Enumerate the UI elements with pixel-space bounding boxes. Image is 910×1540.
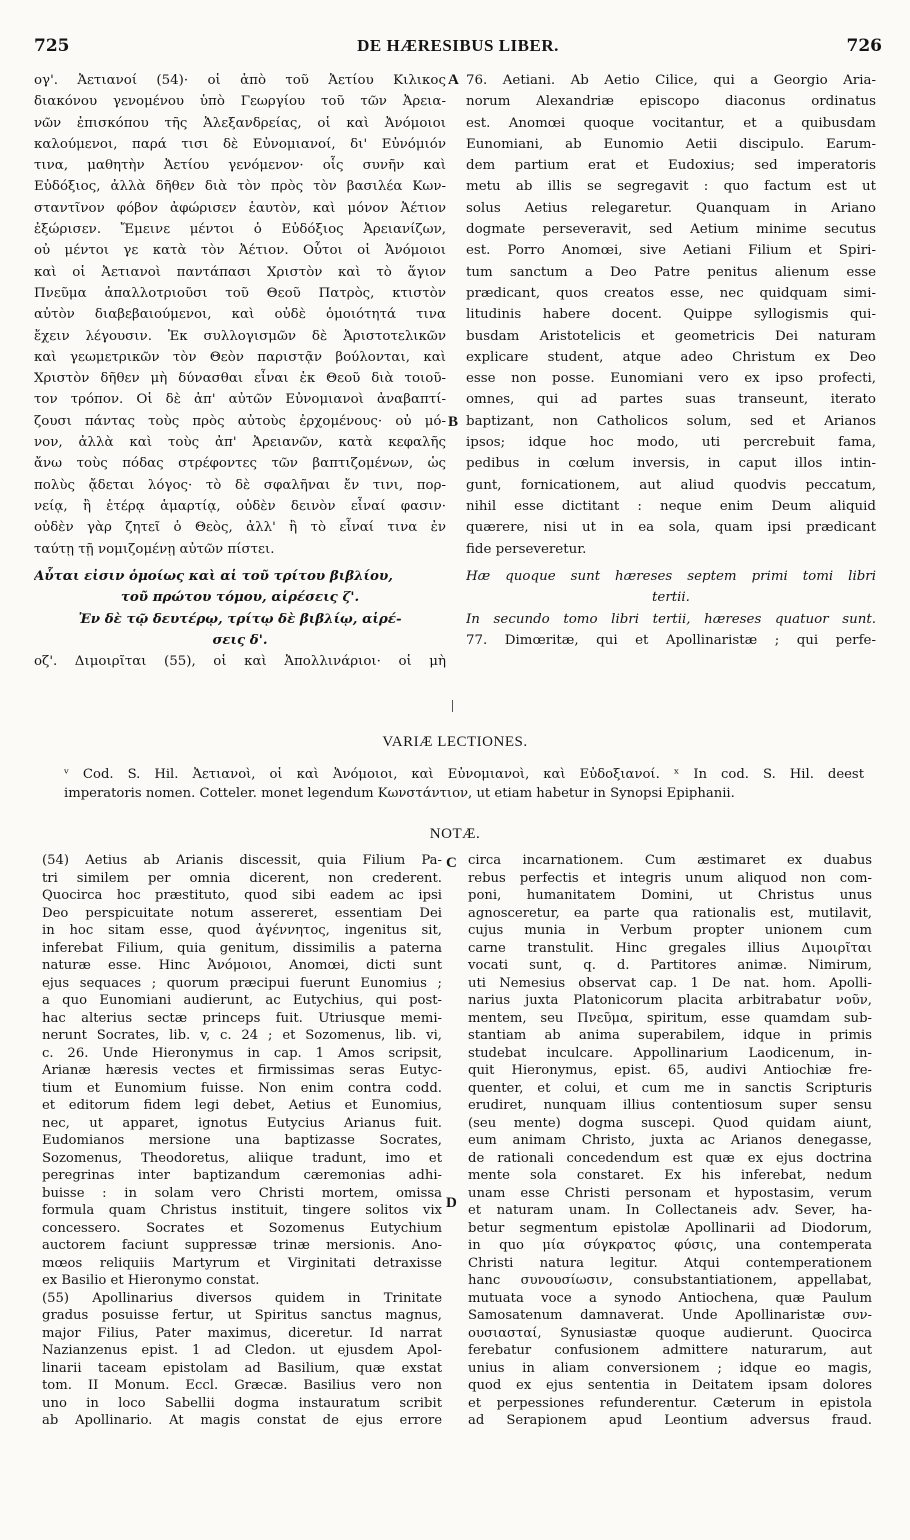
latin-text-line: ipsos; idque hoc modo, uti percrebuit fama, bbox=[466, 435, 876, 451]
note-line: nec, ut apparet, ignotus Eutycius Arianus fuit. bbox=[42, 1115, 442, 1131]
latin-text-line: pedibus in cœlum inversis, in caput illos intin- bbox=[466, 456, 876, 472]
margin-letter-b: B bbox=[448, 414, 459, 430]
greek-text-line: καὶ οἱ Ἀετιανοὶ παντάπασι Χριστὸν καὶ τὸ ἅγιον bbox=[34, 264, 446, 280]
greek-text-line: ζουσι πάντας τοὺς πρὸς αὐτοὺς ἐρχομένους· οὐ μό- bbox=[34, 413, 446, 429]
note-line: Samosatenum damnaverat. Unde Apollinaristæ συν- bbox=[468, 1308, 872, 1323]
latin-text-tail bbox=[466, 566, 876, 651]
greek-text-line: οὐδὲν γὰρ ζητεῖ ὁ Θεὸς, ἀλλ' ἢ τὸ εἶναί τινα ἐν bbox=[34, 520, 446, 536]
note-line: in quo μία σύγκρατος φύσις, una contemperata bbox=[468, 1238, 872, 1253]
latin-text-line: 77. Dimœritæ, qui et Apollinaristæ ; qui perfe- bbox=[466, 632, 876, 648]
note-line: hac alterius sectæ princeps fuit. Utriusque memi- bbox=[42, 1010, 442, 1026]
greek-text-line: νῶν ἐπισκόπου τῆς Ἀλεξανδρείας, οἱ καὶ Ἀνόμοιοι bbox=[34, 115, 446, 131]
margin-letter-c: C bbox=[446, 855, 457, 871]
greek-text-line: Πνεῦμα ἀπαλλοτριοῦσι τοῦ Θεοῦ Πατρὸς, κτιστὸν bbox=[34, 285, 446, 301]
page-number-right: 726 bbox=[846, 36, 882, 56]
note-line: mœos reliquiis Martyrum et Virginitati detraxisse bbox=[42, 1255, 442, 1271]
note-line: quit Hieronymus, epist. 65, audivi Antiochiæ fre- bbox=[468, 1063, 872, 1078]
note-line: hanc συνουσίωσιν, consubstantiationem, appellabat, bbox=[468, 1273, 872, 1288]
note-line: in hoc sitam esse, quod ἀγέννητος, ingenitus sit, bbox=[42, 923, 442, 938]
latin-text-line: prædicant, quos creatos esse, nec quidquam simi- bbox=[466, 285, 876, 301]
latin-text-line: omnes, qui ad partes suas transeunt, iterato bbox=[466, 392, 876, 408]
greek-text-line: οὐ μέντοι γε κατὰ τὸν Ἀέτιον. Οὗτοι οἱ Ἀνόμοιοι bbox=[34, 243, 446, 259]
latin-text-line: Eunomiani, ab Eunomio Aetii discipulo. Earum- bbox=[466, 136, 876, 152]
notes-left-column bbox=[42, 852, 442, 1430]
latin-text-line: busdam Aristotelicis et geometricis Dei naturam bbox=[466, 328, 876, 344]
latin-text-line: quærere, nisi ut in ea sola, quam ipsi prædicant bbox=[466, 520, 876, 536]
greek-text-line: ἔχειν λέγουσιν. Ἐκ συλλογισμῶν δὲ Ἀριστοτελικῶν bbox=[34, 328, 446, 344]
running-header bbox=[34, 36, 882, 60]
note-line: unius in aliam conversionem ; idque eo magis, bbox=[468, 1360, 872, 1376]
latin-text-line: norum Alexandriæ episcopo diaconus ordinatus bbox=[466, 94, 876, 110]
note-line: Deo perspicuitate notum assereret, essentiam Dei bbox=[42, 905, 442, 921]
latin-text-line: In secundo tomo libri tertii, hæreses quatuor sunt. bbox=[466, 611, 876, 627]
latin-text-line: tum sanctum a Deo Patre penitus alienum esse bbox=[466, 264, 876, 280]
note-line: concessero. Socrates et Sozomenus Eutychium bbox=[42, 1220, 442, 1236]
note-line: (seu mente) dogma suscepi. Quod quidam aiunt, bbox=[468, 1115, 872, 1131]
note-line: Nazianzenus epist. 1 ad Cledon. ut ejusdem Apol- bbox=[42, 1343, 442, 1358]
note-line: ferebatur confusionem admittere naturarum, aut bbox=[468, 1343, 872, 1358]
note-line: a quo Eunomiani audierunt, ac Eutychius, qui post- bbox=[42, 993, 442, 1008]
greek-text-line: ογ'. Ἀετιανοί (54)· οἱ ἀπὸ τοῦ Ἀετίου Κιλικος bbox=[34, 73, 446, 88]
page-title: DE HÆRESIBUS LIBER. bbox=[357, 36, 559, 55]
note-line: linarii taceam epistolam ad Basilium, quæ exstat bbox=[42, 1360, 442, 1376]
note-line: circa incarnationem. Cum æstimaret ex duabus bbox=[468, 853, 872, 868]
note-line: (54) Aetius ab Arianis discessit, quia Filium Pa- bbox=[42, 853, 442, 868]
greek-text-line: Αὗται εἰσιν ὁμοίως καὶ αἱ τοῦ τρίτου βιβλίου, bbox=[34, 568, 393, 584]
latin-text-line: tertii. bbox=[652, 590, 690, 606]
note-line: quod ex ejus sententia in Deitatem ipsam dolores bbox=[468, 1378, 872, 1393]
note-line: mentem, seu Πνεῦμα, spiritum, esse quamdam sub- bbox=[468, 1010, 872, 1026]
note-line: ab Apollinario. At magis constat de ejus errore bbox=[42, 1413, 442, 1428]
greek-text-tail bbox=[34, 566, 446, 672]
greek-text-line: οζ'. Διμοιρῖται (55), οἱ καὶ Ἀπολλινάριοι· οἱ μὴ bbox=[34, 654, 446, 670]
note-line: gradus posuisse fertur, ut Spiritus sanctus magnus, bbox=[42, 1308, 442, 1323]
variae-line: imperatoris nomen. Cotteler. monet legendum Κωνστάντιον, ut etiam habetur in Synopsi Epiphanii. bbox=[64, 786, 735, 801]
greek-text-line: ἄνω τοὺς πόδας στρέφοντες τῶν βαπτιζομένων, ὡς bbox=[34, 456, 446, 472]
notes-right-column bbox=[468, 852, 872, 1430]
note-line: cujus munia in Verbum propter unionem cum bbox=[468, 923, 872, 938]
note-line: major Filius, Pater maximus, diceretur. Id narrat bbox=[42, 1325, 442, 1341]
note-line: poni, humanitatem Domini, ut Christus unus bbox=[468, 888, 872, 903]
greek-text-line: ταύτῃ τῇ νομιζομένῃ αὐτῶν πίστει. bbox=[34, 541, 275, 557]
latin-text-line: 76. Aetiani. Ab Aetio Cilice, qui a Georgio Aria- bbox=[466, 73, 876, 88]
latin-text-column bbox=[466, 70, 876, 560]
note-line: Sozomenus, Theodoretus, aliique tradunt, imo et bbox=[42, 1150, 442, 1166]
note-line: nerunt Socrates, lib. v, c. 24 ; et Sozomenus, lib. vi, bbox=[42, 1028, 442, 1043]
note-line: ουσιασταί, Synusiastæ quoque audierunt. Quocirca bbox=[468, 1325, 872, 1341]
variae-lectiones-text bbox=[64, 765, 864, 803]
note-line: c. 26. Unde Hieronymus in cap. 1 Amos scripsit, bbox=[42, 1045, 442, 1061]
note-line: ad Serapionem apud Leontium adversus fraud. bbox=[468, 1413, 872, 1428]
latin-text-line: dem partium erat et Eudoxius; sed imperatoris bbox=[466, 158, 876, 174]
note-line: uti Nemesius observat cap. 1 De nat. hom. Apolli- bbox=[468, 975, 872, 991]
note-line: erudiret, nunquam illius contentiosum super sensu bbox=[468, 1098, 872, 1113]
note-line: carne transtulit. Hinc gregales illius Διμοιρῖται bbox=[468, 940, 872, 956]
variae-lectiones-heading: VARIÆ LECTIONES. bbox=[382, 734, 528, 750]
greek-text-line: νείᾳ, ἢ ἑτέρᾳ ἁμαρτίᾳ, οὐδὲν δεινὸν εἶναί φασιν· bbox=[34, 498, 446, 514]
latin-text-line: baptizant, non Catholicos solum, sed et Arianos bbox=[466, 413, 876, 429]
greek-text-column bbox=[34, 70, 446, 560]
note-line: mente sola constaret. Ex his inferebat, nedum bbox=[468, 1168, 872, 1183]
greek-text-line: Εὐδόξιος, ἀλλὰ δῆθεν διὰ τὸν πρὸς τὸν βασιλέα Κων- bbox=[34, 179, 446, 195]
note-line: ejus sequaces ; quorum præcipui fuerunt Eunomius ; bbox=[42, 975, 442, 991]
note-line: eum animam Christo, juxta ac Arianos denegasse, bbox=[468, 1133, 872, 1148]
margin-letter-a: A bbox=[448, 72, 459, 88]
latin-text-line: dogmate perseveravit, sed Aetium minime secutus bbox=[466, 222, 876, 238]
column-separator-mark bbox=[452, 700, 453, 712]
greek-text-line: νον, ἀλλὰ καὶ τοὺς ἀπ' Ἀρειανῶν, κατὰ κεφαλῆς bbox=[34, 435, 446, 451]
note-line: et naturam unam. In Collectaneis adv. Sever, ha- bbox=[468, 1203, 872, 1218]
margin-letter-d: D bbox=[446, 1195, 457, 1211]
notae-heading: NOTÆ. bbox=[429, 826, 481, 842]
latin-text-line: metu ab illis se segregavit : quo factum est ut bbox=[466, 179, 876, 195]
latin-text-line: esse non posse. Eunomiani vero ex ipso profecti, bbox=[466, 371, 876, 387]
note-line: ex Basilio et Hieronymo constat. bbox=[42, 1273, 260, 1288]
latin-text-line: gunt, fornicationem, aut aliud quodvis peccatum, bbox=[466, 477, 876, 493]
note-line: narius juxta Platonicorum placita arbitrabatur νοῦν, bbox=[468, 993, 872, 1008]
page-number-left: 725 bbox=[34, 36, 70, 56]
note-line: auctorem faciunt suppressæ trinæ mersionis. Ano- bbox=[42, 1238, 442, 1253]
greek-text-line: τοῦ πρώτου τόμου, αἱρέσεις ζ'. bbox=[120, 589, 360, 606]
latin-text-line: est. Porro Anomœi, sive Aetiani Filium et Spiri- bbox=[466, 243, 876, 259]
greek-text-line: διακόνου γενομένου ὑπὸ Γεωργίου τοῦ τῶν Ἀρεια- bbox=[34, 94, 446, 110]
note-line: formula quam Christus instituit, tingere solitos vix bbox=[42, 1203, 442, 1218]
note-line: betur segmentum epistolæ Apollinarii ad Diodorum, bbox=[468, 1220, 872, 1236]
latin-text-line: explicare student, atque adeo Christum ex Deo bbox=[466, 349, 876, 365]
greek-text-line: σταντῖνον φόβον ἀφώρισεν ἑαυτὸν, καὶ μόνον Ἀέτιον bbox=[34, 200, 446, 216]
note-line: et perpessiones refunderentur. Cæterum in epistola bbox=[468, 1395, 872, 1411]
note-line: et editorum fidem legi debet, Aetius et Eunomius, bbox=[42, 1098, 442, 1113]
note-line: vocati sunt, q. d. Partitores animæ. Nimirum, bbox=[468, 958, 872, 973]
note-line: de rationali concedendum est quæ ex ejus doctrina bbox=[468, 1150, 872, 1166]
latin-text-line: litudinis habere docent. Quippe syllogismis qui- bbox=[466, 307, 876, 323]
note-line: inferebat Filium, quia genitum, dissimilis a paterna bbox=[42, 940, 442, 956]
note-line: buisse : in solam vero Christi mortem, omissa bbox=[42, 1185, 442, 1201]
note-line: stantiam ab anima superabilem, idque in primis bbox=[468, 1028, 872, 1043]
note-line: studebat inculcare. Appollinarium Laodicenum, in- bbox=[468, 1045, 872, 1061]
greek-text-line: Χριστὸν δῆθεν μὴ δύνασθαι εἶναι ἐκ Θεοῦ διὰ τοιοῦ- bbox=[34, 371, 446, 387]
greek-text-line: τον τρόπον. Οἱ δὲ ἀπ' αὐτῶν Εὐνομιανοὶ ἀναβαπτί- bbox=[34, 392, 446, 408]
note-line: rebus perfectis et integris unum aliquod non com- bbox=[468, 870, 872, 886]
greek-text-line: τινα, μαθητὴν Ἀετίου γενόμενον· οἷς συνῆν καὶ bbox=[34, 158, 446, 174]
note-line: Quocirca hoc præstituto, quod sibi eadem ac ipsi bbox=[42, 888, 442, 903]
note-line: tium et Eunomium fuisse. Non enim contra codd. bbox=[42, 1080, 442, 1096]
note-line: naturæ esse. Hinc Ἀνόμοιοι, Anomœi, dicti sunt bbox=[42, 958, 442, 973]
latin-text-line: fide perseveretur. bbox=[466, 541, 587, 557]
note-line: agnosceretur, ea parte qua rationalis est, mutilavit, bbox=[468, 905, 872, 921]
note-line: quenter, et colui, et cum me in sanctis Scripturis bbox=[468, 1080, 872, 1096]
note-line: mutuata voce a synodo Antiochena, quæ Paulum bbox=[468, 1290, 872, 1306]
latin-text-line: solus Aetius relegaretur. Quanquam in Ariano bbox=[466, 200, 876, 216]
note-line: Christi natura legitur. Atqui contemperationem bbox=[468, 1255, 872, 1271]
variae-line: ᵛ Cod. S. Hil. Ἀετιανοὶ, οἱ καὶ Ἀνόμοιοι, καὶ Εὐνομιανοὶ, καὶ Εὐδοξιανοί. ˣ In cod. S. Hil. deest bbox=[64, 767, 864, 782]
greek-text-line: σεις δ'. bbox=[212, 631, 268, 648]
greek-text-line: πολὺς ᾄδεται λόγος· τὸ δὲ σφαλῆναι ἔν τινι, πορ- bbox=[34, 477, 446, 493]
note-line: (55) Apollinarius diversos quidem in Trinitate bbox=[42, 1290, 442, 1306]
greek-text-line: Ἐν δὲ τῷ δευτέρῳ, τρίτῳ δὲ βιβλίῳ, αἱρέ- bbox=[78, 610, 402, 627]
greek-text-line: καλούμενοι, παρά τισι δὲ Εὐνομιανοί, δι' Εὐνόμιόν bbox=[34, 136, 446, 152]
greek-text-line: καὶ γεωμετρικῶν τὸν Θεὸν παριστᾷν βούλονται, καὶ bbox=[34, 349, 446, 365]
greek-text-line: αὐτὸν διαβεβαιούμενοι, καὶ οὐδὲ ὁμοιότητά τινα bbox=[34, 307, 446, 323]
latin-text-line: est. Anomœi quoque vocitantur, et a quibusdam bbox=[466, 115, 876, 131]
note-line: tri similem per omnia dicerent, non crederent. bbox=[42, 870, 442, 886]
note-line: uno in loco Sabellii dogma instauratum scribit bbox=[42, 1395, 442, 1411]
note-line: tom. II Monum. Eccl. Græcæ. Basilius vero non bbox=[42, 1378, 442, 1393]
note-line: peregrinas inter baptizandum cæremonias adhi- bbox=[42, 1168, 442, 1183]
latin-text-line: Hæ quoque sunt hæreses septem primi tomi libri bbox=[466, 569, 876, 584]
note-line: Arianæ hæresis vectes et firmissimas seras Eutyc- bbox=[42, 1063, 442, 1078]
note-line: Eudomianos mersione una baptizasse Socrates, bbox=[42, 1133, 442, 1148]
latin-text-line: nihil esse dictitant : neque enim Deum aliquid bbox=[466, 498, 876, 514]
note-line: unam esse Christi personam et hypostasim, verum bbox=[468, 1185, 872, 1201]
greek-text-line: ἐξώρισεν. Ἔμεινε μέντοι ὁ Εὐδόξιος Ἀρειανίζων, bbox=[34, 222, 446, 238]
